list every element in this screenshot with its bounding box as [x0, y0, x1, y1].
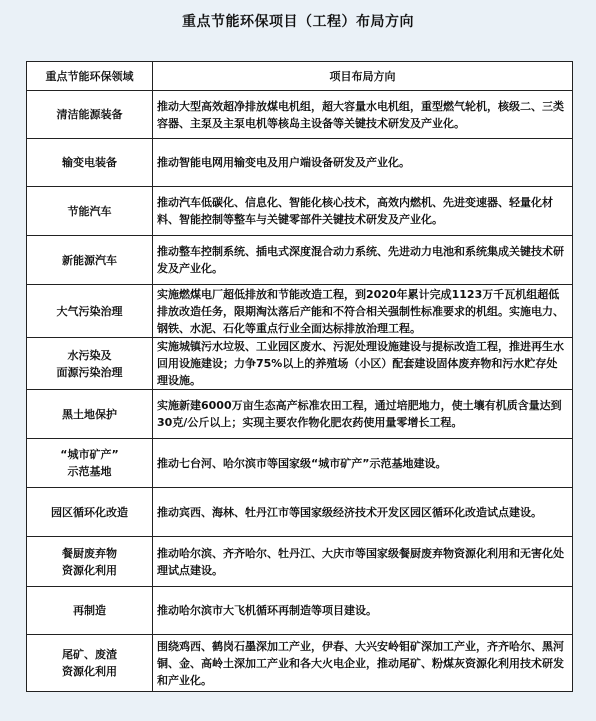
direction-cell: 推动大型高效超净排放煤电机组，超大容量水电机组，重型燃气轮机，核级二、三类容器、主泵及主泵电机等核岛主设备等关键技术研发及产业化。	[153, 91, 573, 139]
direction-cell: 推动汽车低碳化、信息化、智能化核心技术，高效内燃机、先进变速器、轻量化材料、智能控制等整车与关键零部件关键技术研发及产业化。	[153, 187, 573, 236]
table-header-row	[27, 62, 573, 91]
field-cell: 黑土地保护	[27, 390, 153, 439]
table-row	[27, 587, 573, 635]
column-header-direction: 项目布局方向	[153, 62, 573, 91]
layout-table	[26, 61, 573, 692]
column-header-field: 重点节能环保领域	[27, 62, 153, 91]
table-row	[27, 635, 573, 692]
direction-cell: 推动七台河、哈尔滨市等国家级“城市矿产”示范基地建设。	[153, 439, 573, 488]
table-row	[27, 91, 573, 139]
table-row	[27, 537, 573, 587]
table-row	[27, 390, 573, 439]
field-cell: “城市矿产” 示范基地	[27, 439, 153, 488]
direction-cell: 推动哈尔滨、齐齐哈尔、牡丹江、大庆市等国家级餐厨废弃物资源化利用和无害化处理试点建设。	[153, 537, 573, 587]
table-row	[27, 236, 573, 285]
field-cell: 餐厨废弃物 资源化利用	[27, 537, 153, 587]
direction-cell: 推动宾西、海林、牡丹江市等国家级经济技术开发区园区循环化改造试点建设。	[153, 488, 573, 537]
field-cell: 园区循环化改造	[27, 488, 153, 537]
table-row	[27, 488, 573, 537]
field-cell: 清洁能源装备	[27, 91, 153, 139]
table-row	[27, 187, 573, 236]
field-cell: 新能源汽车	[27, 236, 153, 285]
document-title: 重点节能环保项目（工程）布局方向	[182, 14, 414, 30]
direction-cell: 实施城镇污水垃圾、工业园区废水、污泥处理设施建设与提标改造工程，推进再生水回用设施建设；力争75%以上的养殖场（小区）配套建设固体废弃物和污水贮存处理设施。	[153, 338, 573, 390]
table-row	[27, 285, 573, 338]
field-cell: 节能汽车	[27, 187, 153, 236]
field-cell: 输变电装备	[27, 139, 153, 187]
field-cell: 再制造	[27, 587, 153, 635]
field-cell: 水污染及 面源污染治理	[27, 338, 153, 390]
direction-cell: 实施燃煤电厂超低排放和节能改造工程，到2020年累计完成1123万千瓦机组超低排放改造任务，限期淘汰落后产能和不符合相关强制性标准要求的机组。实施电力、钢铁、水泥、石化等重点行业全面达标排放治理工程。	[153, 285, 573, 338]
table-row	[27, 139, 573, 187]
field-cell: 大气污染治理	[27, 285, 153, 338]
table-row	[27, 439, 573, 488]
table-row	[27, 338, 573, 390]
direction-cell: 推动智能电网用输变电及用户端设备研发及产业化。	[153, 139, 573, 187]
direction-cell: 推动哈尔滨市大飞机循环再制造等项目建设。	[153, 587, 573, 635]
direction-cell: 推动整车控制系统、插电式深度混合动力系统、先进动力电池和系统集成关键技术研发及产业化。	[153, 236, 573, 285]
field-cell: 尾矿、废渣 资源化利用	[27, 635, 153, 692]
direction-cell: 围绕鸡西、鹤岗石墨深加工产业，伊春、大兴安岭钼矿深加工产业，齐齐哈尔、黑河铜、金、高岭土深加工产业和各大火电企业，推动尾矿、粉煤灰资源化利用技术研发和产业化。	[153, 635, 573, 692]
direction-cell: 实施新建6000万亩生态高产标准农田工程，通过培肥地力，使土壤有机质含量达到30克/公斤以上；实现主要农作物化肥农药使用量零增长工程。	[153, 390, 573, 439]
